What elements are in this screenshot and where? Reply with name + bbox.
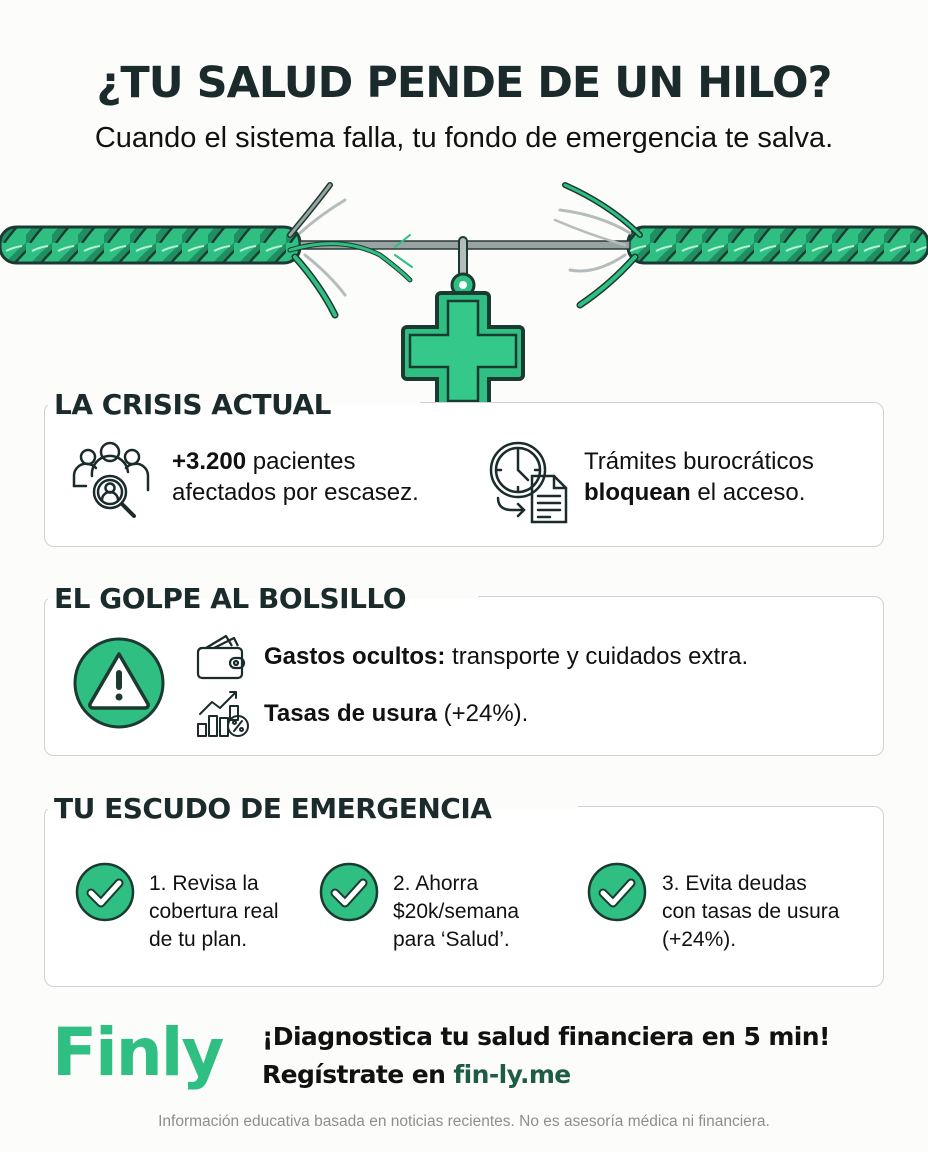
- cta-register: [262, 1060, 571, 1089]
- step-2-line-3: para ‘Salud’.: [393, 928, 510, 951]
- shield-step-3: [662, 870, 839, 954]
- warning-icon: [72, 636, 166, 735]
- patients-search-icon: [70, 440, 152, 522]
- step-3-line-3: (+24%).: [662, 928, 737, 951]
- patients-text: pacientes: [246, 448, 356, 475]
- bureaucracy-text-line2: el acceso.: [690, 479, 806, 506]
- brand-logo: Finly: [52, 1014, 223, 1091]
- hidden-costs-bold: Gastos ocultos:: [264, 643, 446, 670]
- section-title-shield: TU ESCUDO DE EMERGENCIA: [54, 792, 492, 825]
- check-icon: [587, 862, 647, 922]
- rising-rates-icon: [196, 688, 250, 743]
- patients-text-line2: afectados por escasez.: [172, 479, 419, 506]
- wallet-icon: [196, 634, 248, 685]
- crisis-stat-patients: [172, 446, 419, 508]
- cta-headline: ¡Diagnostica tu salud financiera en 5 min!: [262, 1022, 830, 1051]
- step-1-line-2: cobertura real: [149, 900, 279, 923]
- hidden-costs-text: transporte y cuidados extra.: [445, 643, 749, 670]
- signup-link[interactable]: fin-ly.me: [453, 1060, 571, 1089]
- shield-step-1: [149, 870, 279, 954]
- pocket-item-usury: [264, 698, 528, 729]
- frayed-rope-illustration: [0, 175, 928, 415]
- patients-count: +3.200: [172, 448, 247, 475]
- section-title-crisis: LA CRISIS ACTUAL: [54, 388, 331, 421]
- usury-text: (+24%).: [436, 700, 529, 727]
- step-2-line-2: $20k/semana: [393, 900, 520, 923]
- bureaucracy-bold: bloquean: [584, 479, 691, 506]
- page-subtitle: Cuando el sistema falla, tu fondo de emergencia te salva.: [94, 122, 834, 154]
- step-3-line-1: 3. Evita deudas: [662, 872, 807, 895]
- shield-step-2: [393, 870, 519, 954]
- crisis-stat-bureaucracy: [584, 446, 814, 508]
- check-icon: [75, 862, 135, 922]
- clock-document-icon: [486, 440, 572, 524]
- pocket-item-hidden-costs: [264, 641, 748, 672]
- medical-cross-icon: [403, 293, 523, 413]
- step-3-line-2: con tasas de usura: [662, 900, 840, 923]
- bureaucracy-text: Trámites burocráticos: [584, 448, 814, 475]
- pocket-card: [44, 596, 884, 756]
- page-title: ¿TU SALUD PENDE DE UN HILO?: [96, 58, 832, 108]
- usury-bold: Tasas de usura: [264, 700, 437, 727]
- step-2-line-1: 2. Ahorra: [393, 872, 479, 895]
- disclaimer: Información educativa basada en noticias recientes. No es asesoría médica ni financiera.: [158, 1113, 770, 1130]
- cta-register-prefix: Regístrate en: [262, 1060, 454, 1089]
- step-1-line-3: de tu plan.: [149, 928, 248, 951]
- section-title-pocket: EL GOLPE AL BOLSILLO: [54, 582, 407, 615]
- step-1-line-1: 1. Revisa la: [149, 872, 259, 895]
- check-icon: [319, 862, 379, 922]
